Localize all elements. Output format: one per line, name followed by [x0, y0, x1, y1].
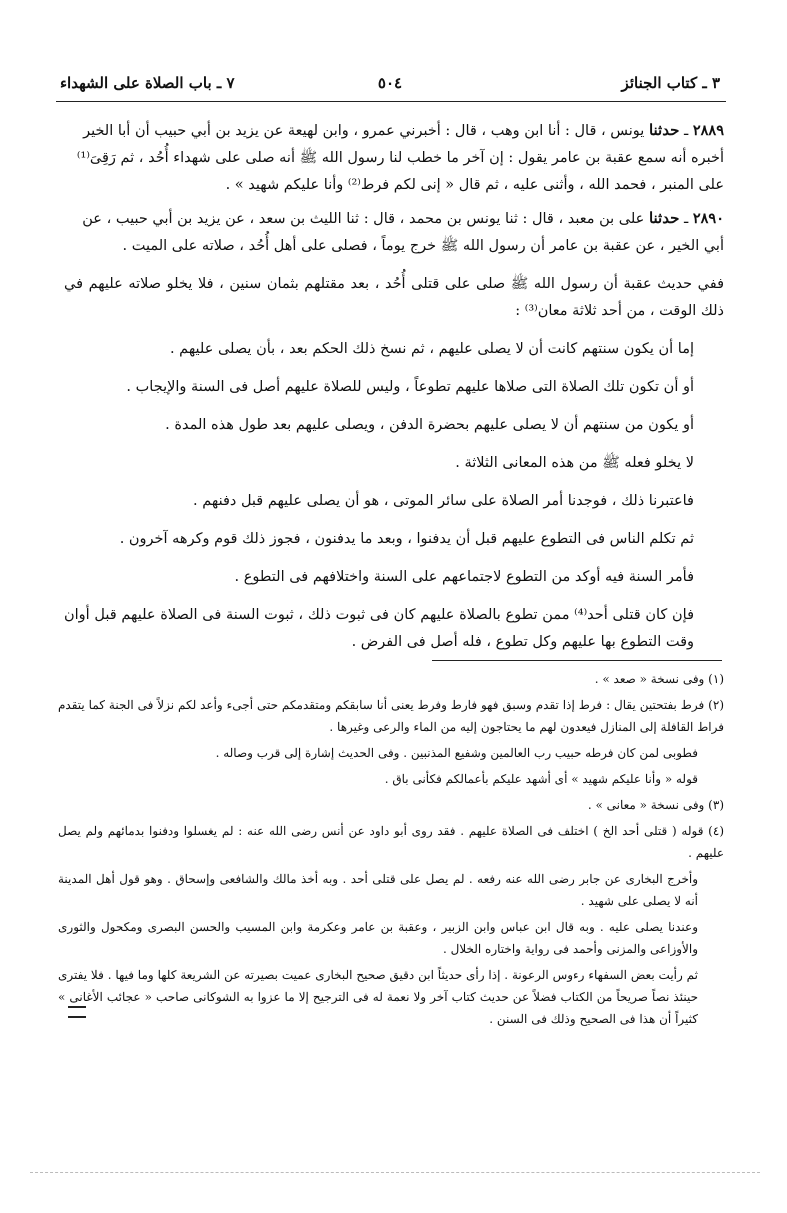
- commentary-paragraph: أو يكون من سنتهم أن لا يصلى عليهم بحضرة الدفن ، ويصلى عليهم بعد طول هذه المدة .: [165, 417, 694, 433]
- footnote: (١) وفى نسخة « صعد » .: [594, 672, 724, 686]
- footnote: (٢) فرط بفتحتين يقال : فرط إذا تقدم وسبق فهو فارط وفرط يعنى أنا سابقكم ومتقدمكم حتى أجىء وأعد لكم نزلاً فى الجنة كما يتقدم فراط القافلة إلى المنازل فيعدون لهم ما يحتاجون إليه من الماء والرعى وغيرها .: [58, 698, 724, 734]
- footnote: وعندنا يصلى عليه . وبه قال ابن عباس وابن الزبير ، وعقبة بن عامر وعكرمة وابن المسيب والحسن البصرى ومكحول والثورى والأوزاعى والمزنى وأحمد فى رواية واختاره الخلال .: [58, 920, 698, 956]
- footnote: قوله « وأنا عليكم شهيد » أى أشهد عليكم بأعمالكم فكأنى باق .: [384, 772, 698, 786]
- commentary-paragraph: فاعتبرنا ذلك ، فوجدنا أمر الصلاة على سائر الموتى ، هو أن يصلى عليهم قبل دفنهم .: [193, 493, 694, 509]
- footnote: فطوبى لمن كان فرطه حبيب رب العالمين وشفيع المذنبين . وفى الحديث إشارة إلى قرب وصاله .: [215, 746, 698, 760]
- hadith-2889-line-2: أخبره أنه سمع عقبة بن عامر يقول : إن آخر ما خطب لنا رسول الله ﷺ أنه صلى على شهداء أُحُد ، ثم رَقِىَ⁽¹⁾: [76, 150, 724, 166]
- commentary-paragraph: ففي حديث عقبة أن رسول الله ﷺ صلى على قتلى أُحُد ، بعد مقتلهم بثمان سنين ، فلا يخلو صلاته عليهم في ذلك الوقت ، من أحد ثلاثة معان⁽³⁾ :: [64, 276, 724, 319]
- commentary-paragraph: إما أن يكون سنتهم كانت أن لا يصلى عليهم ، ثم نسخ ذلك الحكم بعد ، بأن يصلى عليهم .: [169, 341, 694, 357]
- footnote: وأخرج البخارى عن جابر رضى الله عنه رفعه . لم يصل على قتلى أحد . وبه أخذ مالك والشافعى وإسحاق . وهو قول أهل المدينة أنه لا يصلى على شهيد .: [58, 872, 698, 908]
- footnote: ثم رأيت بعض السفهاء رءوس الرعونة . إذا رأى حديثاً ابن دقيق صحيح البخارى عميت بصيرته عن الشريعة كلها وما فيها . فلا يفترى حينئذ نصاً صريحاً من الكتاب فضلاً عن حديث كتاب آخر ولا نعمة له فى الترجيح إلا ما عزوا به الشوكانى صاحب « عجائب الأغانى » كثيراً أن هذا فى الصحيح وذلك فى السنن .: [58, 968, 698, 1026]
- hadith-text: يونس ، قال : أنا ابن وهب ، قال : أخبرني عمرو ، وابن لهيعة عن يزيد بن أبي حبيب أن أبا الخير: [83, 123, 645, 139]
- hadith-text: على بن معبد ، قال : ثنا يونس بن محمد ، قال : ثنا الليث بن سعد ، عن يزيد بن أبي حبيب ، عن: [82, 211, 645, 227]
- hadith-2889-line-3: على المنبر ، فحمد الله ، وأثنى عليه ، ثم قال « إنى لكم فرط⁽²⁾ وأنا عليكم شهيد » .: [225, 177, 724, 193]
- haddathana-word: حدثنا: [648, 209, 680, 227]
- page-number: ٥٠٤: [377, 74, 403, 92]
- footnote: (٣) وفى نسخة « معانى » .: [587, 798, 724, 812]
- chapter-title: ٧ ـ باب الصلاة على الشهداء: [60, 74, 235, 92]
- running-header: [60, 74, 720, 100]
- commentary-paragraph: أو أن تكون تلك الصلاة التى صلاها عليهم تطوعاً ، وليس للصلاة عليهم أصل فى السنة والإيجاب .: [126, 379, 694, 395]
- hadith-2890-line-1: ٢٨٩٠ ـ حدثنا على بن معبد ، قال : ثنا يونس بن محمد ، قال : ثنا الليث بن سعد ، عن يزيد بن أبي حبيب ، عن: [82, 209, 724, 227]
- scan-edge-line: [30, 1172, 760, 1173]
- commentary-paragraph: فأمر السنة فيه أوكد من التطوع لاجتماعهم على السنة واختلافهم فى التطوع .: [234, 569, 694, 585]
- main-text: [64, 117, 724, 656]
- footnote-rule: [432, 660, 722, 661]
- hadith-2889-line-1: ٢٨٨٩ ـ حدثنا يونس ، قال : أنا ابن وهب ، قال : أخبرني عمرو ، وابن لهيعة عن يزيد بن أبي حبيب أن أبا الخير: [83, 121, 724, 139]
- haddathana-word: حدثنا: [648, 121, 680, 139]
- hadith-number: ٢٨٩٠: [692, 210, 724, 227]
- footnote: (٤) قوله ( قتلى أحد الخ ) اختلف فى الصلاة عليهم . فقد روى أبو داود عن أنس رضى الله عنه : لم يغسلوا ودفنوا بدمائهم ولم يصل عليهم .: [58, 824, 724, 860]
- commentary-paragraph: لا يخلو فعله ﷺ من هذه المعانى الثلاثة .: [455, 455, 694, 471]
- commentary-paragraph: ثم تكلم الناس فى التطوع عليهم قبل أن يدفنوا ، وبعد ما يدفنون ، فجوز ذلك قوم وكرهه آخرون .: [119, 531, 694, 547]
- continuation-mark: [68, 1006, 86, 1018]
- hadith-2890-line-2: أبي الخير ، عن عقبة بن عامر أن رسول الله ﷺ خرج يوماً ، فصلى على أهل أُحُد ، صلاته على الميت .: [122, 238, 724, 254]
- book-title: ٣ ـ كتاب الجنائز: [621, 74, 720, 92]
- header-rule: [56, 101, 726, 102]
- footnotes: [58, 668, 724, 1030]
- commentary-paragraph: فإن كان قتلى أحد⁽⁴⁾ ممن تطوع بالصلاة عليهم كان فى ثبوت ذلك ، ثبوت السنة فى الصلاة عليهم قبل أوان وقت التطوع بها عليهم وكل تطوع ، فله أصل فى الفرض .: [64, 607, 695, 650]
- hadith-number: ٢٨٨٩: [692, 122, 724, 139]
